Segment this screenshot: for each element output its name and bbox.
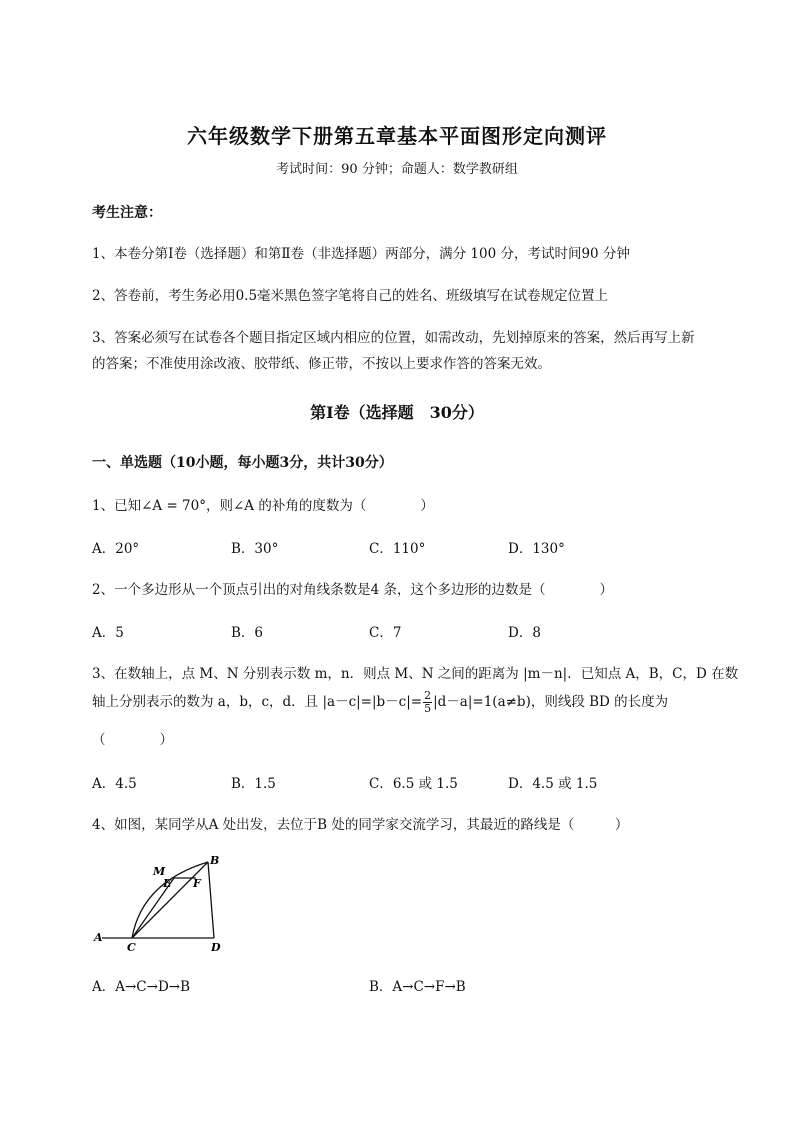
question-3-stem-part-b: |d－a|=1(a≠b)，则线段 BD 的长度为	[433, 694, 669, 710]
question-1-option-c[interactable]: C．110°	[369, 541, 426, 557]
fraction	[423, 690, 432, 715]
label-f: F	[193, 877, 201, 890]
question-1-stem: 1、已知∠A = 70°，则∠A 的补角的度数为（ ）	[92, 498, 434, 514]
question-4-option-a[interactable]: A．A→C→D→B	[92, 979, 191, 995]
question-3-stem-part-a: 轴上分别表示的数为 a，b，c，d．且 |a－c|=|b－c|=	[92, 694, 423, 710]
notice-heading: 考生注意：	[92, 205, 162, 221]
question-4-stem: 4、如图，某同学从A 处出发，去位于B 处的同学家交流学习，其最近的路线是（ ）	[92, 817, 629, 833]
segment-d-b	[208, 862, 214, 938]
question-3-option-a[interactable]: A．4.5	[92, 776, 137, 792]
question-1-option-a[interactable]: A．20°	[92, 541, 140, 557]
question-3-stem-line-1: 3、在数轴上，点 M、N 分别表示数 m，n．则点 M、N 之间的距离为 |m－n|．已知点 A，B，C，D 在数	[92, 666, 739, 682]
label-e: E	[163, 877, 172, 890]
notice-item-3-cont: 的答案；不准使用涂改液、胶带纸、修正带，不按以上要求作答的答案无效。	[92, 356, 551, 372]
label-b: B	[210, 854, 220, 867]
label-m: M	[153, 865, 166, 878]
question-2-stem: 2、一个多边形从一个顶点引出的对角线条数是4 条，这个多边形的边数是（ ）	[92, 582, 613, 598]
question-2-option-a[interactable]: A．5	[92, 625, 124, 641]
question-3-option-b[interactable]: B．1.5	[231, 776, 276, 792]
notice-item-2: 2、答卷前，考生务必用0.5毫米黑色签字笔将自己的姓名、班级填写在试卷规定位置上	[92, 288, 609, 304]
fraction-numerator: 2	[424, 689, 432, 702]
section-title: 第Ⅰ卷（选择题 30分）	[310, 403, 484, 422]
label-d: D	[211, 941, 221, 954]
question-3-option-c[interactable]: C．6.5 或 1.5	[369, 776, 458, 792]
question-1-option-d[interactable]: D．130°	[508, 541, 565, 557]
question-4-option-b[interactable]: B．A→C→F→B	[369, 979, 466, 995]
fraction-denominator: 5	[424, 702, 432, 715]
question-3-answer-bracket: （ ）	[92, 732, 173, 748]
label-a: A	[94, 931, 103, 944]
part-title: 一、单选题（10小题，每小题3分，共计30分）	[92, 455, 393, 471]
page-title: 六年级数学下册第五章基本平面图形定向测评	[187, 124, 607, 148]
label-c: C	[127, 941, 136, 954]
notice-item-1: 1、本卷分第Ⅰ卷（选择题）和第Ⅱ卷（非选择题）两部分，满分 100 分，考试时间90 分钟	[92, 246, 630, 262]
question-2-option-b[interactable]: B．6	[231, 625, 264, 641]
question-2-option-c[interactable]: C．7	[369, 625, 402, 641]
question-3-stem-line-2	[92, 690, 668, 715]
segment-c-b	[132, 862, 208, 938]
question-2-option-d[interactable]: D．8	[508, 625, 541, 641]
route-diagram	[92, 852, 232, 954]
notice-item-3: 3、答案必须写在试卷各个题目指定区域内相应的位置，如需改动，先划掉原来的答案，然后再写上新	[92, 330, 695, 346]
exam-info: 考试时间：90 分钟；命题人：数学教研组	[276, 162, 518, 177]
question-1-option-b[interactable]: B．30°	[231, 541, 279, 557]
question-3-option-d[interactable]: D．4.5 或 1.5	[508, 776, 598, 792]
